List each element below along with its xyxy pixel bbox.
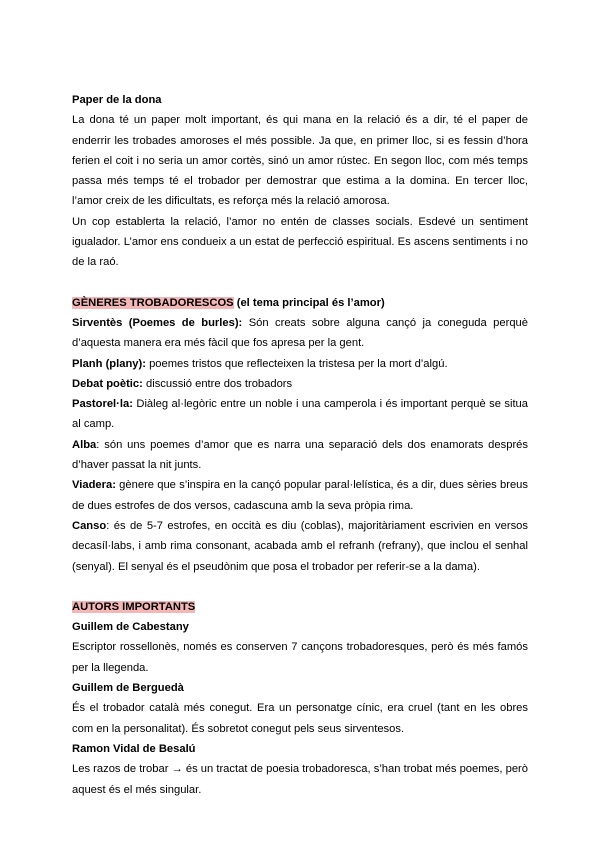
heading-suffix: (el tema principal és l’amor) (233, 296, 385, 309)
genre-item (72, 354, 528, 374)
genre-text: Diàleg al·legòric entre un noble i una camperola i és important perquè se situa al camp. (72, 398, 528, 431)
genre-item (72, 475, 528, 516)
genre-term: Pastorel·la: (72, 398, 133, 411)
genre-text: poemes tristos que reflecteixen la tristesa per la mort d’algú. (145, 357, 448, 370)
genre-term: Sirventès (Poemes de burles): (72, 316, 243, 329)
genre-term: Planh (plany): (72, 357, 146, 370)
section-heading-generes (72, 293, 528, 313)
paragraph: Un cop establerta la relació, l’amor no entén de classes socials. Esdevé un sentiment igualador. L’amor ens condueix a un estat de perfecció espiritual. Es ascens sentiments i no de la raó. (72, 215, 528, 269)
genre-term: Debat poètic: (72, 377, 143, 390)
highlighted-heading: GÈNERES TROBADORESCOS (72, 296, 234, 309)
author-name: Ramon Vidal de Besalú (72, 742, 196, 755)
genre-term: Canso (72, 519, 107, 532)
paragraph: La dona té un paper molt important, és qui mana en la relació és a dir, té el paper de enderrir les trobades amoroses el més possible. Ja que, en primer lloc, si es fessin d’hora ferien el coit i no seria un amor cortès, sinó un amor rústec. En segon lloc, com més temps passa més temps té el trobador per demostrar que estima a la domina. En tercer lloc, l’amor creix de les dificultats, es reforça més la relació amorosa. (72, 114, 528, 208)
section-heading-paper: Paper de la dona (72, 94, 162, 106)
genre-item (72, 313, 528, 354)
author-text: Les razos de trobar → és un tractat de poesia trobadoresca, s’han trobat més poemes, però aquest és el més singular. (72, 763, 528, 796)
genre-item (72, 516, 528, 577)
author-name: Guillem de Berguedà (72, 682, 184, 695)
author-name: Guillem de Cabestany (72, 621, 189, 634)
genre-item (72, 374, 528, 394)
genre-term: Viadera: (72, 479, 116, 492)
genre-text: : són uns poemes d’amor que es narra una separació dels dos enamorats després d’haver passat la nit junts. (72, 438, 528, 472)
genre-text: discussió entre dos trobadors (142, 377, 293, 390)
section-heading-autors (72, 597, 528, 617)
genre-term: Alba (72, 438, 97, 451)
highlighted-heading: AUTORS IMPORTANTS (72, 600, 196, 613)
genre-item (72, 394, 528, 435)
genre-text: : és de 5-7 estrofes, en occità es diu (coblas), majoritàriament escrivien en versos decasíl·labs, i amb rima consonant, acabada amb el refranh (refrany), que inclou el senhal (senyal). El senyal és el pseudònim que posa el trobador per referir-se a la dama). (72, 519, 528, 573)
author-text: Escriptor rossellonès, només es conserven 7 cançons trobadoresques, però és més famós per la llegenda. (72, 641, 528, 674)
genre-text: gènere que s’inspira en la cançó popular paral·lelística, és a dir, dues sèries breus de dues estrofes de dos versos, cadascuna amb la seva pròpia rima. (72, 479, 528, 512)
author-text: És el trobador català més conegut. Era un personatge cínic, era cruel (tant en les obres com en la personalitat). És sobretot conegut pels seus sirventesos. (72, 702, 528, 735)
genre-item (72, 435, 528, 476)
genre-text: Són creats sobre alguna cançó ja coneguda perquè d’aquesta manera era més fàcil que fos apresa per la gent. (72, 316, 528, 350)
